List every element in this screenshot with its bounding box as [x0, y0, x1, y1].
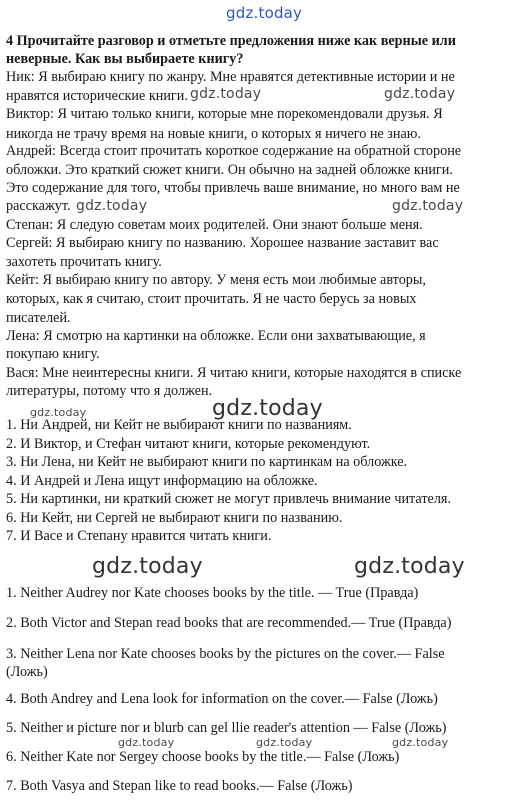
watermark: gdz.today — [392, 198, 464, 214]
dialogue-line: которых, как я считаю, стоит прочитать. Я не часто берусь за новых — [6, 291, 417, 307]
watermark: gdz.today — [76, 198, 148, 214]
dialogue-line: нравятся исторические книги. — [6, 88, 188, 104]
dialogue-line: покупаю книгу. — [6, 346, 100, 362]
answer-item: 5. Neither и picture nor и blurb can gel llie reader's attention — False (Ложь) — [6, 720, 447, 736]
answer-item: 6. Neither Kate nor Sergey choose books by the title.— False (Ложь) — [6, 749, 400, 765]
task-heading: 4 Прочитайте разговор и отметьте предложения ниже как верные или — [6, 33, 456, 49]
watermark: gdz.today — [190, 86, 262, 102]
answer-item: 1. Neither Audrey nor Kate chooses books by the title. — True (Правда) — [6, 585, 419, 601]
dialogue-line: Вася: Мне неинтересны книги. Я читаю книги, которые находятся в списке — [6, 365, 462, 381]
statement-item: 2. И Виктор, и Стефан читают книги, которые рекомендуют. — [6, 436, 371, 452]
watermark-top: gdz.today — [226, 4, 303, 22]
task-heading: неверные. Как вы выбираете книгу? — [6, 51, 244, 67]
dialogue-line: никогда не трачу время на новые книги, о которых я ничего не знаю. — [6, 126, 421, 142]
dialogue-line: литературы, потому что я должен. — [6, 383, 213, 399]
watermark: gdz.today — [118, 736, 175, 749]
dialogue-line: Андрей: Всегда стоит прочитать короткое содержание на обратной стороне — [6, 143, 462, 159]
statement-item: 6. Ни Кейт, ни Сергей не выбирают книги по названию. — [6, 510, 343, 526]
dialogue-line: Виктор: Я читаю только книги, которые мне порекомендовали друзья. Я — [6, 106, 443, 122]
watermark-large: gdz.today — [212, 396, 323, 421]
answer-item-continued: (Ложь) — [6, 664, 48, 680]
dialogue-line: Степан: Я следую советам моих родителей. Они знают больше меня. — [6, 217, 423, 233]
watermark: gdz.today — [30, 406, 87, 419]
dialogue-line: обложки. Это краткий сюжет книги. Он обычно на задней обложке книги. — [6, 162, 453, 178]
statement-item: 7. И Васе и Степану нравится читать книги. — [6, 528, 272, 544]
statement-item: 5. Ни картинки, ни краткий сюжет не могут привлечь внимание читателя. — [6, 491, 451, 507]
dialogue-line: Кейт: Я выбираю книгу по автору. У меня есть мои любимые авторы, — [6, 272, 426, 288]
watermark-large: gdz.today — [354, 554, 465, 579]
statement-item: 3. Ни Лена, ни Кейт не выбирают книги по картинкам на обложке. — [6, 454, 408, 470]
watermark: gdz.today — [384, 86, 456, 102]
dialogue-line: Это содержание для того, чтобы привлечь ваше внимание, но много вам не — [6, 180, 460, 196]
statement-item: 1. Ни Андрей, ни Кейт не выбирают книги по названиям. — [6, 417, 352, 433]
dialogue-line: расскажут. — [6, 198, 71, 214]
dialogue-line: Ник: Я выбираю книгу по жанру. Мне нравятся детективные истории и не — [6, 69, 455, 85]
dialogue-line: Лена: Я смотрю на картинки на обложке. Если они захватывающие, я — [6, 328, 426, 344]
watermark: gdz.today — [392, 736, 449, 749]
watermark: gdz.today — [256, 736, 313, 749]
watermark-large: gdz.today — [92, 554, 203, 579]
answer-item: 2. Both Victor and Stepan read books that are recommended.— True (Правда) — [6, 615, 452, 631]
statement-item: 4. И Андрей и Лена ищут информацию на обложке. — [6, 473, 318, 489]
dialogue-line: Сергей: Я выбираю книгу по названию. Хорошее название заставит вас — [6, 235, 439, 251]
answer-item: 7. Both Vasya and Stepan like to read books.— False (Ложь) — [6, 778, 353, 794]
dialogue-line: захотеть прочитать книгу. — [6, 254, 162, 270]
answer-item: 4. Both Andrey and Lena look for information on the cover.— False (Ложь) — [6, 691, 438, 707]
answer-item: 3. Neither Lena nor Kate chooses books by the pictures on the cover.— False — [6, 646, 445, 662]
dialogue-line: писателей. — [6, 310, 71, 326]
